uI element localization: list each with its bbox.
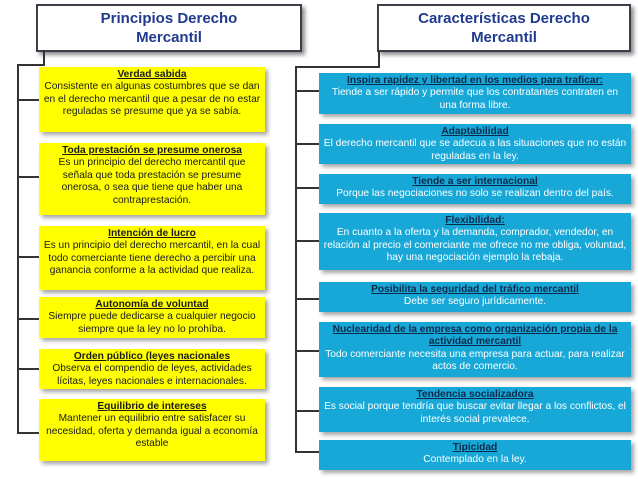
right-item-8-title: Tipicidad <box>452 442 498 453</box>
left-item-4-text: Siempre puede dedicarse a cualquier negocio siempre que la ley no lo prohíba. <box>48 311 256 335</box>
right-item-4-text: En cuanto a la oferta y la demanda, comprador, vendedor, en relación al precio el comerciante me ofrece no me obliga, voluntad, hay una negociación ejemplo la rebaja. <box>323 227 627 264</box>
right-item-2 <box>319 124 631 164</box>
left-item-3-title: Intención de lucro <box>108 228 196 239</box>
right-item-3-text: Porque las negociaciones no solo se realizan dentro del país. <box>336 188 614 200</box>
left-item-4 <box>39 297 265 338</box>
right-item-3-title: Tiende a ser internacional <box>412 176 538 187</box>
right-item-2-text: El derecho mercantil que se adecua a las situaciones que no están reguladas en la ley. <box>323 138 627 162</box>
left-item-6-text: Mantener un equilibrio entre satisfacer su necesidad, oferta y demanda igual a economía estable <box>46 413 258 450</box>
left-branch-5 <box>17 368 39 370</box>
right-branch-4 <box>295 240 319 242</box>
right-item-8-text: Contemplado en la ley. <box>423 454 527 466</box>
right-branch-3 <box>295 187 319 189</box>
left-item-2-title: Toda prestación se presume onerosa <box>62 145 242 156</box>
right-item-6 <box>319 322 631 377</box>
left-branch-1 <box>17 99 39 101</box>
right-item-4 <box>319 213 631 270</box>
right-header-line2: Mercantil <box>471 29 537 46</box>
right-branch-2 <box>295 143 319 145</box>
right-header <box>377 4 631 52</box>
left-header <box>36 4 302 52</box>
left-item-5-text: Observa el compendio de leyes, actividades lícitas, leyes nacionales e internacionales. <box>52 363 252 387</box>
left-branch-4 <box>17 318 39 320</box>
right-item-6-title: Nuclearidad de la empresa como organización propia de la actividad mercantil <box>332 324 618 348</box>
right-connector-trunk <box>295 66 297 452</box>
right-item-6-text: Todo comerciante necesita una empresa para actuar, para realizar actos de comercio. <box>325 348 625 373</box>
left-header-line1: Principios Derecho <box>100 10 238 27</box>
left-branch-2 <box>17 176 39 178</box>
left-item-6 <box>39 399 265 461</box>
right-item-5-title: Posibilita la seguridad del tráfico mercantil <box>371 284 579 295</box>
right-branch-1 <box>295 90 319 92</box>
left-branch-3 <box>17 256 39 258</box>
right-item-4-title: Flexibilidad: <box>445 215 505 226</box>
right-item-1 <box>319 73 631 114</box>
left-item-6-title: Equilibrio de intereses <box>97 401 207 412</box>
left-connector-trunk <box>17 64 19 434</box>
left-item-1-text: Consistente en algunas costumbres que se dan en el derecho mercantil que a pesar de no estar reguladas se presume que ya se sabía. <box>43 81 261 118</box>
left-item-2 <box>39 143 265 215</box>
right-item-1-text: Tiende a ser rápido y permite que los contratantes contraten en una forma libre. <box>331 87 619 111</box>
right-item-2-title: Adaptabilidad <box>441 126 509 137</box>
right-item-7 <box>319 387 631 432</box>
left-item-4-title: Autonomía de voluntad <box>95 299 209 310</box>
left-item-5-title: Orden público (leyes nacionales <box>73 351 231 362</box>
right-connector-top <box>295 66 380 68</box>
left-item-3 <box>39 226 265 290</box>
right-branch-6 <box>295 350 319 352</box>
left-item-5 <box>39 349 265 389</box>
right-branch-5 <box>295 298 319 300</box>
right-item-8 <box>319 440 631 470</box>
left-item-1-title: Verdad sabida <box>117 69 187 80</box>
right-branch-7 <box>295 410 319 412</box>
left-header-line2: Mercantil <box>136 29 202 46</box>
right-item-7-title: Tendencia socializadora <box>416 389 534 400</box>
right-branch-8 <box>295 451 319 453</box>
left-item-1 <box>39 67 265 132</box>
right-item-5-text: Debe ser seguro jurídicamente. <box>403 296 547 308</box>
left-item-2-text: Es un principio del derecho mercantil que señala que toda prestación se presume onerosa, o sea que tiene que haber una contraprestación. <box>58 157 246 206</box>
right-header-line1: Características Derecho <box>418 10 590 27</box>
right-item-5 <box>319 282 631 312</box>
left-connector-top <box>17 64 45 66</box>
right-item-3 <box>319 174 631 204</box>
left-item-3-text: Es un principio del derecho mercantil, en la cual todo comerciante tiene derecho a percibir una ganancia conforme a la actividad que realiza. <box>43 240 261 277</box>
right-item-7-text: Es social porque tendría que buscar evitar llegar a los conflictos, el interés social prevalece. <box>324 401 626 425</box>
left-branch-6 <box>17 432 39 434</box>
right-item-1-title: Inspira rapidez y libertad en los medios para traficar: <box>347 75 603 86</box>
